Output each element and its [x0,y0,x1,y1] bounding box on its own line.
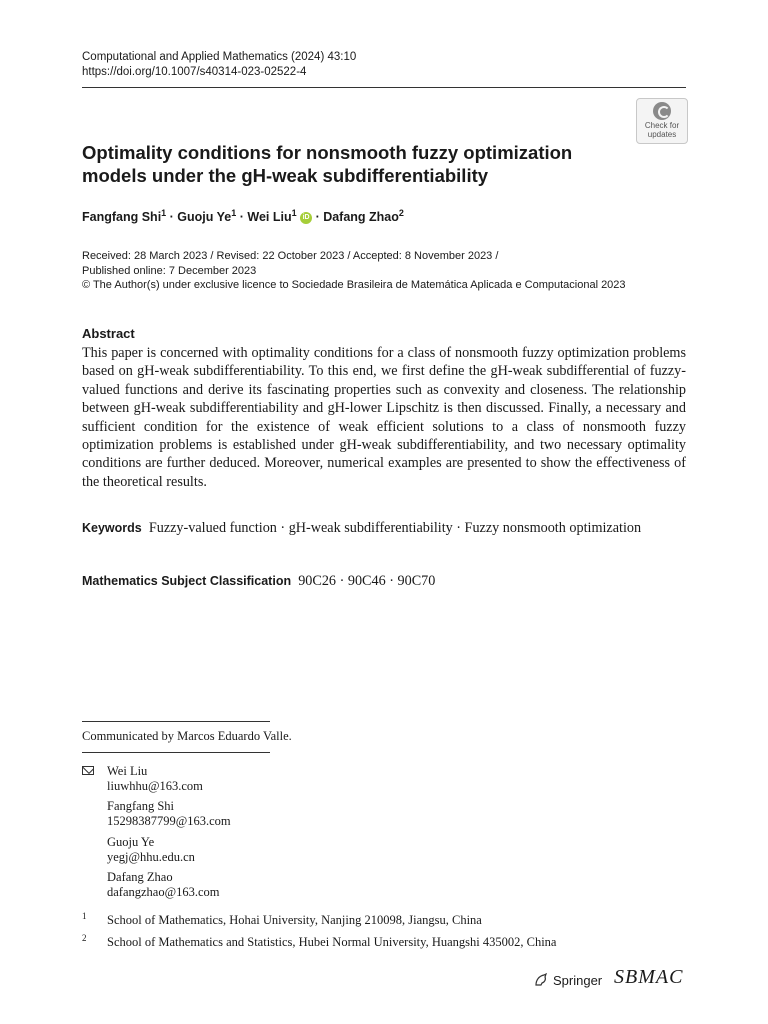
check-for-updates-badge[interactable] [636,98,688,144]
contact-email[interactable]: 15298387799@163.com [107,814,231,828]
contact-entry [107,764,203,794]
msc-heading: Mathematics Subject Classification [82,574,292,588]
journal-citation: Computational and Applied Mathematics (2024) 43:10 [82,51,357,63]
author-name: Fangfang Shi [82,210,162,225]
communicated-by: Communicated by Marcos Eduardo Valle. [82,729,292,743]
contact-email[interactable]: yegj@hhu.edu.cn [107,850,195,864]
affiliation-text: School of Mathematics, Hohai University, Nanjing 210098, Jiangsu, China [107,913,482,927]
header-rule [82,87,686,88]
doi-link[interactable]: https://doi.org/10.1007/s40314-023-02522-4 [82,66,307,78]
affiliation-text: School of Mathematics and Statistics, Hubei Normal University, Huangshi 435002, China [107,935,557,949]
contact-name: Guoju Ye [107,835,155,849]
author-separator: · [312,210,324,225]
author-name: Guoju Ye [177,210,232,225]
contact-email[interactable]: dafangzhao@163.com [107,885,220,899]
springer-horse-icon [533,972,549,988]
orcid-icon[interactable]: iD [300,212,312,224]
author-affiliation-mark: 1 [231,208,237,218]
contact-name: Dafang Zhao [107,870,173,884]
springer-text: Springer [553,972,603,988]
springer-logo [533,972,602,988]
msc-classification [82,572,435,590]
paper-title: Optimality conditions for nonsmooth fuzzy optimization models under the gH-weak subdifferentiability [82,142,573,186]
publication-dates [82,249,626,293]
author-list [82,208,404,224]
keywords-heading: Keywords [82,521,142,535]
envelope-icon [82,766,94,775]
check-for-updates-text: Check for updates [644,121,680,139]
abstract-text: This paper is concerned with optimality conditions for a class of nonsmooth fuzzy optimization problems based on gH-weak subdifferentiability. To this end, we first define the gH-weak subdifferential of fuzzy-valued functions and derive its fascinating properties such as convexity and closeness. The relationship between gH-weak subdifferentiability and gH-lower Lipschitz is then discussed. Finally, a necessary and sufficient condition for the existence of weak efficient solutions to a class of nonsmooth fuzzy optimization problems is established under gH-weak subdifferentiability, and two necessary optimality conditions are further deduced. Moreover, numerical examples are presented to show the effectiveness of the theoretical results. [82,345,686,490]
sbmac-logo: SBMAC [614,966,684,988]
author-affiliation-mark: 2 [398,208,404,218]
contact-name: Wei Liu [107,764,148,778]
affiliation-number: 2 [82,933,87,943]
update-icon [653,102,671,120]
author-name: Dafang Zhao [323,210,399,225]
copyright-line: © The Author(s) under exclusive licence to Sociedade Brasileira de Matemática Aplicada e Computacional 2023 [82,279,626,291]
author-separator: · [236,210,248,225]
contact-entry [107,870,220,900]
footnote-rule [82,721,270,722]
published-online: Published online: 7 December 2023 [82,264,257,277]
author-name: Wei Liu [247,210,292,225]
keywords [82,519,686,537]
contact-name: Fangfang Shi [107,799,175,813]
contact-email[interactable]: liuwhhu@163.com [107,779,203,793]
abstract-heading: Abstract [82,326,135,341]
received-revised-accepted: Received: 28 March 2023 / Revised: 22 October 2023 / Accepted: 8 November 2023 / [82,250,499,262]
author-affiliation-mark: 1 [161,208,167,218]
author-affiliation-mark: 1 [291,208,297,218]
affiliation-number: 1 [82,911,87,921]
footnote-rule [82,752,270,753]
keywords-text: Fuzzy-valued function · gH-weak subdifferentiability · Fuzzy nonsmooth optimization [148,520,642,536]
journal-header [82,50,356,80]
contact-entry [107,835,195,865]
author-separator: · [166,210,178,225]
contact-entry [107,799,231,829]
msc-codes: 90C26 · 90C46 · 90C70 [298,573,436,589]
